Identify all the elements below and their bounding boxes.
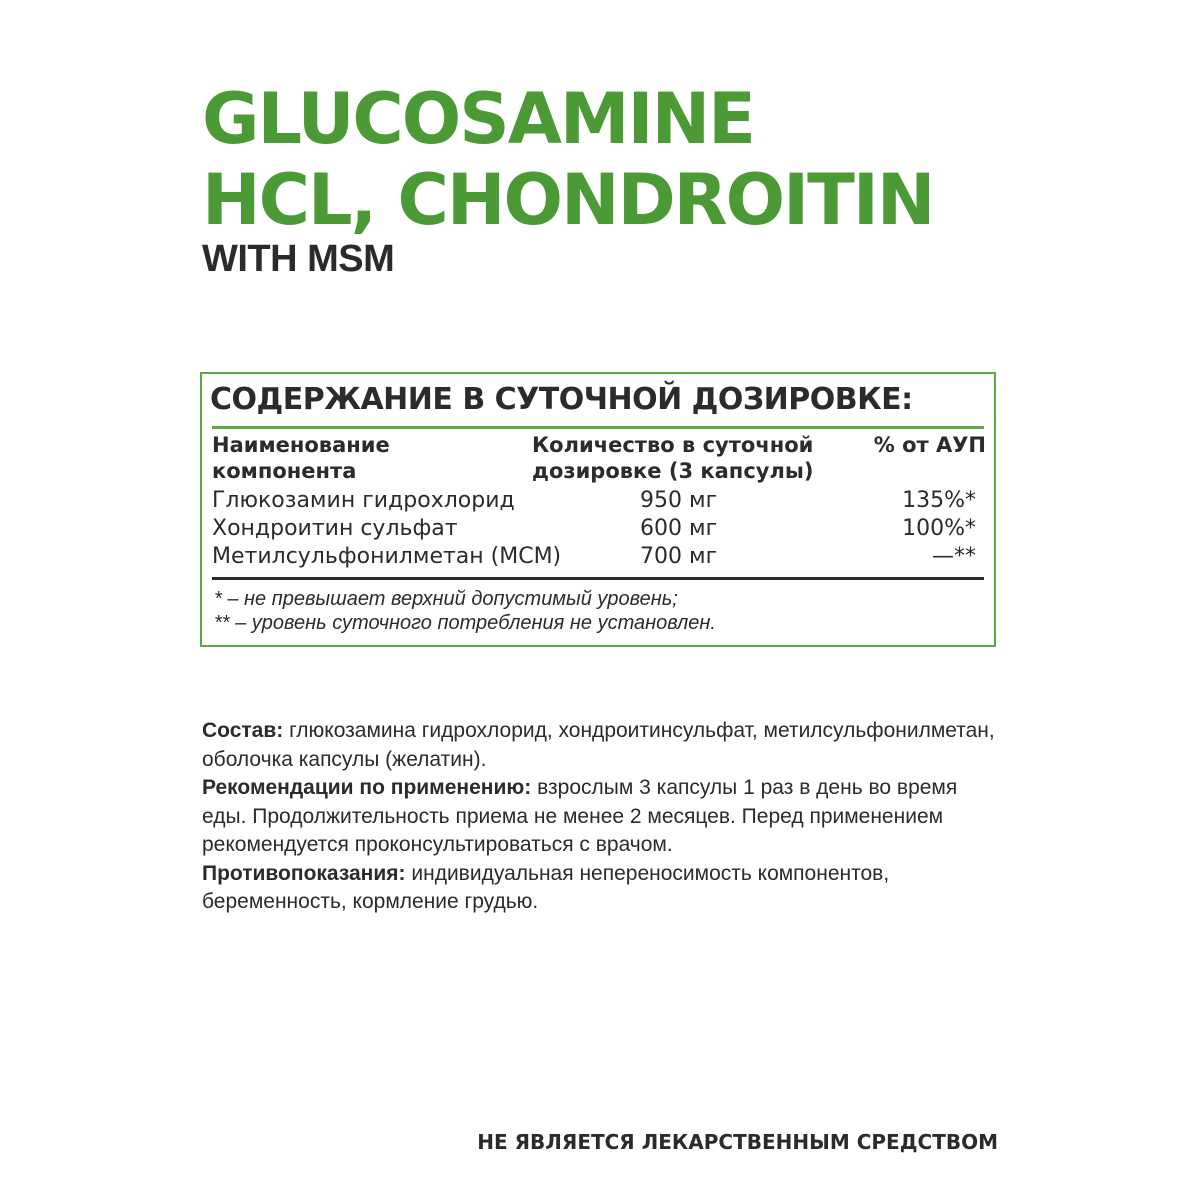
product-subtitle: WITH MSM: [202, 238, 395, 280]
footnote: ** – уровень суточного потребления не установлен.: [214, 612, 716, 634]
product-title-line-2: HCL, CHONDROITIN: [202, 159, 934, 241]
component-name: Метилсульфонилметан (МСМ): [212, 544, 562, 569]
contraindications-paragraph: [202, 860, 1002, 917]
contraindications-text: индивидуальная непереносимость компонентов, беременность, кормление грудью.: [202, 861, 890, 913]
component-name: Хондроитин сульфат: [212, 516, 458, 541]
component-quantity: 950 мг: [640, 488, 718, 513]
composition-label: Состав:: [202, 719, 284, 742]
footnote: * – не превышает верхний допустимый уровень;: [214, 588, 678, 610]
component-quantity: 700 мг: [640, 544, 718, 569]
composition-text: глюкозамина гидрохлорид, хондроитинсульфат, метилсульфонилметан, оболочка капсулы (желатин).: [202, 719, 995, 771]
component-percent: —**: [932, 544, 976, 569]
column-header-percent: % от АУП: [873, 433, 986, 457]
table-divider: [212, 577, 984, 580]
composition-paragraph: [202, 717, 1002, 774]
dosage-table-heading: СОДЕРЖАНИЕ В СУТОЧНОЙ ДОЗИРОВКЕ:: [210, 382, 913, 417]
recommendations-paragraph: [202, 774, 1002, 860]
table-row: [212, 488, 984, 516]
component-percent: 100%*: [902, 516, 976, 541]
product-title-line-1: GLUCOSAMINE: [202, 78, 754, 160]
heading-divider: [212, 426, 984, 429]
product-info: [202, 717, 1002, 917]
table-row: [212, 544, 984, 572]
table-row: [212, 516, 984, 544]
column-header-name: Наименование компонента: [212, 433, 390, 483]
daily-dosage-table: [200, 372, 996, 647]
component-name: Глюкозамин гидрохлорид: [212, 488, 515, 513]
not-a-medicine-disclaimer: НЕ ЯВЛЯЕТСЯ ЛЕКАРСТВЕННЫМ СРЕДСТВОМ: [477, 1130, 998, 1154]
component-quantity: 600 мг: [640, 516, 718, 541]
contraindications-label: Противопоказания:: [202, 861, 406, 885]
recommendations-label: Рекомендации по применению:: [202, 776, 532, 799]
column-header-quantity: Количество в суточной дозировке (3 капсулы): [532, 433, 814, 483]
recommendations-text: взрослым 3 капсулы 1 раз в день во время еды. Продолжительность приема не менее 2 месяцев. Перед применением рекомендуется проконсультироваться с врачом.: [202, 776, 958, 856]
component-percent: 135%*: [902, 488, 976, 513]
